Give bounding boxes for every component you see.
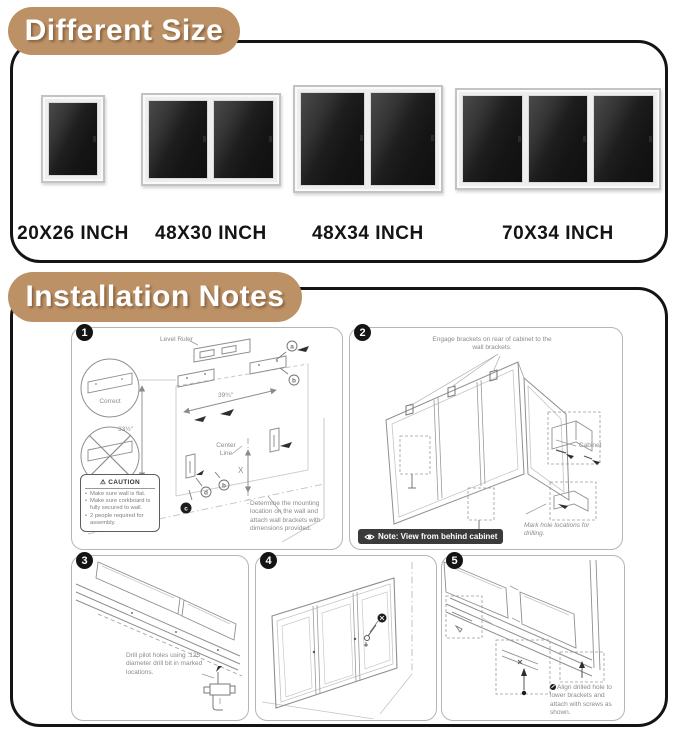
- step-5-badge: 5: [446, 552, 463, 569]
- size-label-70x34: 70X34 INCH: [502, 223, 614, 244]
- step-3-instruction: Drill pilot holes using .125 diameter drill bit in marked locations.: [126, 652, 203, 676]
- cabinet-size-row: [17, 83, 651, 245]
- install-step-3-panel: [71, 555, 249, 721]
- cabinet-20x26-holder: [41, 83, 105, 195]
- size-option-48x34: [293, 83, 443, 245]
- step-4-badge: 4: [260, 552, 277, 569]
- caution-item: • Make sure corkboard is fully secured to wall.: [85, 498, 155, 512]
- caution-item: • 2 people required for assembly.: [85, 513, 155, 527]
- size-option-70x34: [455, 83, 661, 245]
- view-note-text: Note: View from behind cabinet: [378, 532, 498, 541]
- part-letter-c: c: [184, 505, 188, 513]
- caution-title: ⚠ CAUTION: [85, 478, 155, 489]
- x-dimension-label: X: [238, 466, 244, 475]
- size-option-20x26: [17, 83, 129, 245]
- door-lock-icon: [93, 136, 96, 142]
- different-size-section: [10, 40, 668, 263]
- door-lock-icon: [431, 135, 434, 141]
- install-step-1-panel: [71, 327, 343, 550]
- cabinet-48x30-holder: [141, 83, 281, 195]
- level-ruler-label: Level Ruler: [160, 336, 193, 343]
- caution-item: • Make sure wall is flat.: [85, 491, 155, 498]
- different-size-title: Different Size: [24, 14, 224, 47]
- cabinet-door: [370, 92, 436, 186]
- cabinet-label: Cabinet: [579, 442, 602, 449]
- caution-box: [80, 474, 160, 532]
- part-letter-b2: b: [222, 482, 226, 490]
- view-note-bar: [358, 529, 503, 544]
- installation-notes-section: [10, 287, 668, 727]
- height-dimension: 33½": [118, 426, 133, 433]
- door-lock-icon: [269, 136, 272, 142]
- door-lock-icon: [583, 136, 586, 142]
- rear-cabinet-diagram: [350, 328, 621, 548]
- eye-icon: [364, 533, 375, 541]
- warning-icon: ⚠: [100, 479, 107, 486]
- center-line-label: Center Line: [216, 442, 236, 458]
- size-option-48x30: [141, 83, 281, 245]
- size-label-48x30: 48X30 INCH: [155, 223, 267, 244]
- cabinet-door: [300, 92, 366, 186]
- door-lock-icon: [649, 136, 652, 142]
- install-step-5-panel: [441, 555, 625, 721]
- cabinet-48x34-holder: [293, 83, 443, 195]
- cabinet-48x30-image: [141, 93, 281, 186]
- door-lock-icon: [203, 136, 206, 142]
- installation-notes-banner: [8, 272, 302, 322]
- install-step-2-panel: [349, 327, 623, 550]
- width-dimension: 39¾": [218, 392, 233, 399]
- part-letter-b: b: [292, 377, 296, 385]
- part-letter-a: a: [290, 343, 294, 351]
- size-label-48x34: 48X34 INCH: [312, 223, 424, 244]
- install-step-4-panel: [255, 555, 437, 721]
- cabinet-70x34-holder: [455, 83, 661, 195]
- mark-holes-label: Mark hole locations for drilling.: [524, 522, 590, 538]
- cabinet-20x26-image: [41, 95, 105, 183]
- cabinet-door: [528, 95, 589, 183]
- cabinet-door: [462, 95, 523, 183]
- step-1-badge: 1: [76, 324, 93, 341]
- drill-diagram: [72, 556, 247, 719]
- size-label-20x26: 20X26 INCH: [17, 223, 129, 244]
- mounted-cabinet-diagram: [256, 556, 435, 719]
- door-lock-icon: [360, 135, 363, 141]
- screw-marker-icon: [550, 684, 556, 690]
- door-lock-icon: [518, 136, 521, 142]
- cabinet-door: [148, 100, 209, 179]
- step-5-instruction: Align drilled hole to lower brackets and attach with screws as shown.: [550, 684, 612, 717]
- cabinet-70x34-image: [455, 88, 661, 190]
- step-1-note: Determine the mounting location on the wall and attach wall brackets with dimensions provided.: [250, 500, 321, 533]
- cabinet-door: [48, 102, 98, 176]
- cabinet-door: [593, 95, 654, 183]
- cabinet-48x34-image: [293, 85, 443, 193]
- part-letter-d: d: [204, 489, 208, 497]
- step-3-badge: 3: [76, 552, 93, 569]
- cabinet-door: [213, 100, 274, 179]
- different-size-banner: [8, 7, 240, 55]
- step-2-badge: 2: [354, 324, 371, 341]
- step-2-instruction: Engage brackets on rear of cabinet to the wall brackets.: [432, 336, 552, 352]
- installation-notes-title: Installation Notes: [25, 280, 285, 313]
- correct-label: Correct: [99, 398, 121, 405]
